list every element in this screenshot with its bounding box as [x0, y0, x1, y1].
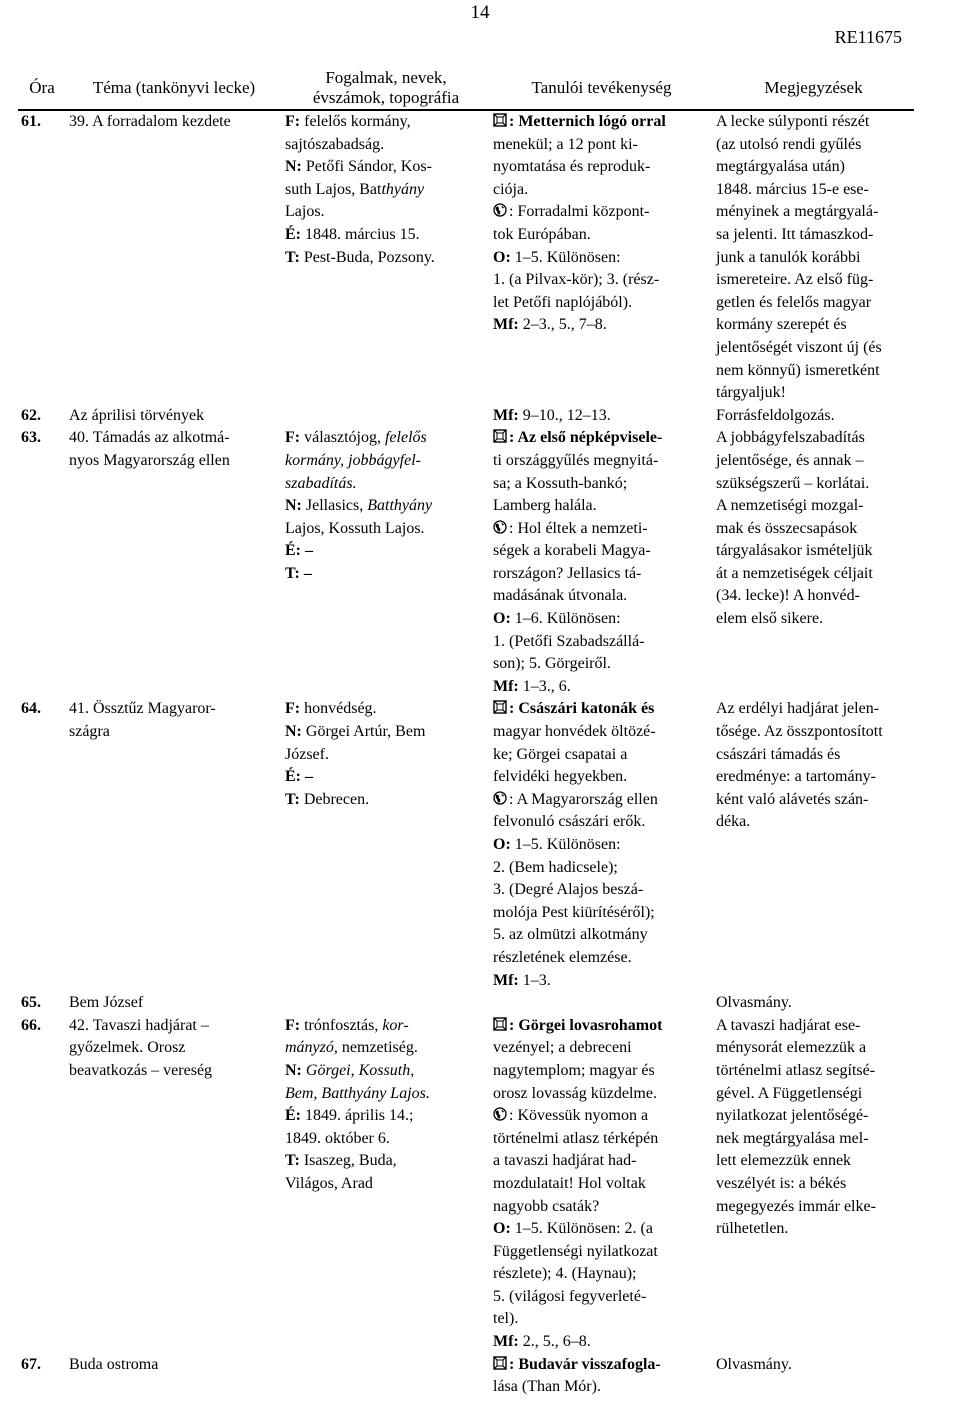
text-run: részletének elemzése.	[493, 948, 632, 966]
activities-line	[493, 405, 711, 428]
text-run: É: –	[285, 542, 313, 560]
text-run: Isaszeg, Buda,	[299, 1152, 397, 1170]
text-run: suth Lajos, Bat	[285, 180, 382, 198]
activities-line	[493, 1263, 711, 1286]
text-run: É:	[285, 1107, 301, 1125]
text-run: 1848. március 15.	[301, 225, 420, 243]
table-row	[18, 405, 914, 428]
text-run: : Hol éltek a nemzeti-	[509, 519, 648, 537]
lesson-topic	[66, 1015, 282, 1354]
topic-line: szágra	[69, 723, 110, 741]
globe-icon	[493, 203, 507, 217]
lesson-activities	[490, 992, 713, 1015]
activities-line	[493, 540, 711, 563]
activities-line	[493, 1015, 711, 1038]
text-run: molója Pest kiürítéséről);	[493, 903, 655, 921]
text-run: Petőfi Sándor, Kos-	[301, 158, 432, 176]
notes-line: mak és összecsapások	[716, 519, 858, 537]
notes-line: nek megtárgyalása mel-	[716, 1129, 869, 1147]
lesson-number: 63.	[21, 429, 41, 447]
lesson-activities	[490, 110, 713, 405]
text-run: rországon? Jellasics tá-	[493, 564, 642, 582]
concepts-line	[285, 156, 488, 179]
lesson-plan-table	[18, 66, 914, 1399]
text-run: felvonuló császári erők.	[493, 813, 646, 831]
notes-line: Olvasmány.	[716, 1355, 792, 1373]
activities-line	[493, 834, 711, 857]
notes-line: junk a tanulók korábbi	[716, 248, 861, 266]
activities-line	[493, 450, 711, 473]
text-run: : Császári katonák és	[509, 700, 655, 718]
text-run: Mf:	[493, 677, 519, 695]
activities-line	[493, 1376, 711, 1399]
text-run: menekül; a 12 pont ki-	[493, 135, 638, 153]
notes-line: elem első sikere.	[716, 610, 824, 628]
text-run: sajtószabadság.	[285, 135, 385, 153]
notes-line: Olvasmány.	[716, 994, 792, 1012]
text-run: É: –	[285, 768, 313, 786]
notes-line: megtárgyalása után)	[716, 158, 845, 176]
lesson-activities	[490, 1015, 713, 1354]
activities-line	[493, 156, 711, 179]
notes-line: császári támadás és	[716, 745, 841, 763]
notes-line: ménysorát elemezzük a	[716, 1039, 867, 1057]
text-run: Függetlenségi nyilatkozat	[493, 1242, 658, 1260]
notes-line: jelentősége, és annak –	[716, 451, 864, 469]
lesson-notes	[713, 110, 914, 405]
lesson-activities	[490, 698, 713, 992]
text-run: 3. (Degré Alajos beszá-	[493, 881, 644, 899]
activities-line	[493, 1218, 711, 1241]
activities-line	[493, 1331, 711, 1354]
activities-line	[493, 1083, 711, 1106]
lesson-number: 64.	[21, 700, 41, 718]
notes-line: tárgyalásakor ismételjük	[716, 542, 873, 560]
activities-line	[493, 1105, 711, 1128]
text-run: mozdulatait! Hol voltak	[493, 1174, 646, 1192]
notes-line: szükségszerű – korlátai.	[716, 474, 870, 492]
notes-line: tárgyaljuk!	[716, 384, 786, 402]
activities-line	[493, 1241, 711, 1264]
notes-line: rülhetetlen.	[716, 1220, 789, 1238]
table-body	[18, 110, 914, 1399]
text-run: részlete); 4. (Haynau);	[493, 1265, 637, 1283]
concepts-line	[285, 1015, 488, 1038]
lesson-topic	[66, 110, 282, 405]
activities-line	[493, 1286, 711, 1309]
concepts-line	[285, 201, 488, 224]
activities-line	[493, 947, 711, 970]
text-run: sa; a Kossuth-bankó;	[493, 474, 628, 492]
header-notes: Megjegyzések	[713, 66, 914, 110]
globe-icon	[493, 1107, 507, 1121]
concepts-line	[285, 789, 488, 812]
activities-line	[493, 518, 711, 541]
text-run: : Forradalmi központ-	[509, 203, 650, 221]
concepts-line	[285, 540, 488, 563]
framed-picture-icon	[493, 1356, 507, 1370]
notes-line: jelentőségét viszont új (és	[716, 338, 882, 356]
activities-line	[493, 1060, 711, 1083]
text-run: Lajos.	[285, 203, 325, 221]
notes-line: kormány szerepét és	[716, 316, 847, 334]
header-concepts-line: évszámok, topográfia	[312, 88, 460, 107]
text-run: ke; Görgei csapatai a	[493, 745, 628, 763]
notes-line: Forrásfeldolgozás.	[716, 406, 835, 424]
activities-line	[493, 473, 711, 496]
notes-line: ismereteire. Az első füg-	[716, 271, 874, 289]
text-run: 1–5. Különösen: 2. (a	[510, 1220, 653, 1238]
lesson-notes	[713, 698, 914, 992]
lesson-topic	[66, 992, 490, 1015]
topic-line: győzelmek. Orosz	[69, 1039, 186, 1057]
text-run: 1–6. Különösen:	[510, 610, 621, 628]
text-run: honvédség.	[300, 700, 377, 718]
topic-line: 40. Támadás az alkotmá-	[69, 429, 230, 447]
activities-line	[493, 608, 711, 631]
lesson-number: 62.	[21, 406, 41, 424]
notes-line: ként való alávetés szán-	[716, 790, 869, 808]
lesson-concepts	[282, 110, 490, 405]
activities-line	[493, 134, 711, 157]
topic-line: Az áprilisi törvények	[69, 406, 205, 424]
activities-line	[493, 1196, 711, 1219]
concepts-line	[285, 1128, 488, 1151]
activities-line	[493, 698, 711, 721]
text-run: Batthyány	[367, 497, 433, 515]
notes-line: veszélyét is: a békés	[716, 1174, 847, 1192]
concepts-line	[285, 518, 488, 541]
table-row	[18, 698, 914, 992]
notes-line: lett elemezzük ennek	[716, 1152, 852, 1170]
lesson-concepts	[282, 1015, 490, 1354]
notes-line: (az utolsó rendi gyűlés	[716, 135, 862, 153]
text-run: N:	[285, 497, 302, 515]
activities-line	[493, 495, 711, 518]
activities-line	[493, 269, 711, 292]
header-hour: Óra	[18, 66, 66, 110]
concepts-line	[285, 247, 488, 270]
text-run: 5. (világosi fegyverleté-	[493, 1287, 647, 1305]
concepts-line	[285, 495, 488, 518]
text-run: F:	[285, 113, 301, 130]
activities-line	[493, 744, 711, 767]
text-run: vezényel; a debreceni	[493, 1039, 632, 1057]
concepts-line	[285, 427, 488, 450]
text-run: a tavaszi hadjárat had-	[493, 1152, 637, 1170]
activities-line	[493, 111, 711, 134]
lesson-notes	[713, 427, 914, 698]
text-run: nagytemplom; magyar és	[493, 1061, 655, 1079]
text-run: T:	[285, 248, 300, 266]
framed-picture-icon	[493, 429, 507, 443]
activities-line	[493, 676, 711, 699]
lesson-notes	[713, 1354, 914, 1399]
text-run: son); 5. Görgeiről.	[493, 655, 611, 673]
text-run: orosz lovasság küzdelme.	[493, 1084, 657, 1102]
activities-line	[493, 1128, 711, 1151]
activities-line	[493, 721, 711, 744]
text-run: O:	[493, 248, 511, 266]
concepts-line	[285, 1060, 488, 1083]
text-run: 1849. október 6.	[285, 1129, 390, 1147]
activities-line	[493, 766, 711, 789]
notes-line: getlen és felelős magyar	[716, 293, 872, 311]
concepts-line	[285, 1150, 488, 1173]
lesson-topic	[66, 1354, 490, 1399]
concepts-line	[285, 563, 488, 586]
text-run: N:	[285, 1061, 302, 1079]
text-run: 1. (a Pilvax-kör); 3. (rész-	[493, 271, 660, 289]
text-run: 9–10., 12–13.	[518, 406, 611, 424]
text-run: Debrecen.	[299, 790, 370, 808]
concepts-line	[285, 224, 488, 247]
concepts-line	[285, 744, 488, 767]
header-topic: Téma (tankönyvi lecke)	[66, 66, 282, 110]
activities-line	[493, 1308, 711, 1331]
text-run: 2. (Bem hadicsele);	[493, 858, 618, 876]
activities-line	[493, 563, 711, 586]
text-run: Világos, Arad	[285, 1174, 373, 1192]
lesson-activities	[490, 427, 713, 698]
topic-line: Bem József	[69, 994, 144, 1012]
activities-line	[493, 1037, 711, 1060]
notes-line: A lecke súlyponti részét	[716, 113, 870, 130]
notes-line: ményinek a megtárgyalá-	[716, 203, 879, 221]
lesson-number: 65.	[21, 994, 41, 1012]
activities-line	[493, 857, 711, 880]
text-run: T:	[285, 790, 300, 808]
activities-line	[493, 1150, 711, 1173]
globe-icon	[493, 520, 507, 534]
notes-line: A tavaszi hadjárat ese-	[716, 1016, 861, 1034]
text-run: nyomtatása és reproduk-	[493, 158, 651, 176]
text-run: kormány, jobbágyfel-	[285, 451, 421, 469]
concepts-line	[285, 111, 488, 134]
topic-line: beavatkozás – vereség	[69, 1061, 213, 1079]
text-run: F:	[285, 429, 301, 447]
text-run: N:	[285, 723, 302, 741]
header-activities: Tanulói tevékenység	[490, 66, 713, 110]
header-concepts	[282, 66, 490, 110]
lesson-number: 61.	[21, 113, 41, 130]
concepts-line	[285, 179, 488, 202]
topic-line: 39. A forradalom kezdete	[69, 113, 231, 130]
notes-line: A jobbágyfelszabadítás	[716, 429, 865, 447]
text-run: Mf:	[493, 406, 519, 424]
topic-line: nyos Magyarország ellen	[69, 451, 230, 469]
topic-line: Buda ostroma	[69, 1355, 159, 1373]
text-run: tel).	[493, 1310, 519, 1328]
activities-line	[493, 427, 711, 450]
notes-line: (34. lecke)! A honvéd-	[716, 587, 860, 605]
framed-picture-icon	[493, 1017, 507, 1031]
text-run: : Metternich lógó orral	[509, 113, 666, 130]
activities-line	[493, 179, 711, 202]
lesson-number: 67.	[21, 1355, 41, 1373]
activities-line	[493, 924, 711, 947]
table-header-row	[18, 66, 914, 110]
text-run: felvidéki hegyekben.	[493, 768, 628, 786]
concepts-line	[285, 1083, 488, 1106]
activities-line	[493, 811, 711, 834]
notes-line: tősége. Az összpontosított	[716, 723, 883, 741]
activities-line	[493, 247, 711, 270]
text-run: Lajos, Kossuth Lajos.	[285, 519, 425, 537]
page-number: 14	[470, 2, 490, 23]
text-run: ciója.	[493, 180, 529, 198]
concepts-line	[285, 1105, 488, 1128]
notes-line: történelmi atlasz segítsé-	[716, 1061, 876, 1079]
text-run: választójog,	[300, 429, 385, 447]
activities-line	[493, 879, 711, 902]
text-run: trónfosztás,	[300, 1016, 383, 1034]
topic-line: 42. Tavaszi hadjárat –	[69, 1016, 209, 1034]
lesson-topic	[66, 427, 282, 698]
concepts-line	[285, 721, 488, 744]
concepts-line	[285, 450, 488, 473]
table-row	[18, 992, 914, 1015]
text-run: N:	[285, 158, 302, 176]
activities-line	[493, 653, 711, 676]
lesson-activities	[490, 1354, 713, 1399]
activities-line	[493, 292, 711, 315]
notes-line: eredménye: a tartomány-	[716, 768, 876, 786]
lesson-number: 66.	[21, 1016, 41, 1034]
lesson-activities	[490, 405, 713, 428]
activities-line	[493, 314, 711, 337]
text-run: Mf:	[493, 1333, 519, 1351]
notes-line: 1848. március 15-e ese-	[716, 180, 869, 198]
text-run: kor-	[382, 1016, 409, 1034]
text-run: Görgei, Kossuth,	[301, 1061, 415, 1079]
text-run: madásának útvonala.	[493, 587, 628, 605]
globe-icon	[493, 791, 507, 805]
notes-line: át a nemzetiségek céljait	[716, 564, 873, 582]
text-run: Lamberg halála.	[493, 497, 597, 515]
notes-line: Az erdélyi hadjárat jelen-	[716, 700, 880, 718]
lesson-concepts	[282, 427, 490, 698]
concepts-line	[285, 698, 488, 721]
text-run: T: –	[285, 564, 312, 582]
text-run: T:	[285, 1152, 300, 1170]
concepts-line	[285, 1173, 488, 1196]
text-run: F:	[285, 700, 301, 718]
text-run: Bem, Batthyány Lajos.	[285, 1084, 430, 1102]
text-run: ségek a korabeli Magya-	[493, 542, 651, 560]
activities-line	[493, 902, 711, 925]
text-run: Görgei Artúr, Bem	[301, 723, 426, 741]
activities-line	[493, 631, 711, 654]
text-run: nemzetiség.	[337, 1039, 418, 1057]
notes-line: gével. A Függetlenségi	[716, 1084, 863, 1102]
notes-line: sa jelenti. Itt támaszkod-	[716, 225, 874, 243]
text-run: : Görgei lovasrohamot	[509, 1016, 663, 1034]
text-run: felelős kormány,	[300, 113, 411, 130]
header-concepts-line: Fogalmak, nevek,	[325, 68, 447, 87]
text-run: : Budavár visszafogla-	[509, 1355, 661, 1373]
activities-line	[493, 1354, 711, 1377]
notes-line: A nemzetiségi mozgal-	[716, 497, 864, 515]
notes-line: déka.	[716, 813, 751, 831]
text-run: ti országgyűlés megnyitá-	[493, 451, 659, 469]
concepts-line	[285, 473, 488, 496]
concepts-line	[285, 766, 488, 789]
text-run: 1. (Petőfi Szabadszállá-	[493, 632, 645, 650]
text-run: Jellasics,	[301, 497, 368, 515]
text-run: 2., 5., 6–8.	[518, 1333, 591, 1351]
text-run: 1849. április 14.;	[301, 1107, 414, 1125]
text-run: 2–3., 5., 7–8.	[518, 316, 607, 334]
text-run: Mf:	[493, 971, 519, 989]
concepts-line	[285, 134, 488, 157]
text-run: O:	[493, 1220, 511, 1238]
text-run: mányzó,	[285, 1039, 338, 1057]
text-run: 1–3., 6.	[518, 677, 571, 695]
text-run: 1–5. Különösen:	[510, 836, 621, 853]
text-run: nagyobb csaták?	[493, 1197, 600, 1215]
text-run: thyány	[381, 180, 425, 198]
lesson-notes	[713, 405, 914, 428]
text-run: : Az első népképvisele-	[509, 429, 663, 447]
table-row	[18, 110, 914, 405]
text-run: O:	[493, 610, 511, 628]
lesson-topic	[66, 405, 490, 428]
activities-line	[493, 224, 711, 247]
activities-line	[493, 201, 711, 224]
text-run: F:	[285, 1016, 301, 1034]
lesson-notes	[713, 992, 914, 1015]
framed-picture-icon	[493, 700, 507, 714]
table-row	[18, 1015, 914, 1354]
text-run: 1–5. Különösen:	[510, 248, 621, 266]
text-run: let Petőfi naplójából).	[493, 293, 633, 311]
text-run: : A Magyarország ellen	[509, 790, 658, 808]
activities-line	[493, 970, 711, 993]
lesson-topic	[66, 698, 282, 992]
text-run: tok Európában.	[493, 225, 591, 243]
table-row	[18, 427, 914, 698]
text-run: O:	[493, 836, 511, 853]
text-run: : Kövessük nyomon a	[509, 1107, 649, 1125]
framed-picture-icon	[493, 113, 507, 127]
text-run: É:	[285, 225, 301, 243]
lesson-notes	[713, 1015, 914, 1354]
lesson-concepts	[282, 698, 490, 992]
text-run: Mf:	[493, 316, 519, 334]
activities-line	[493, 1173, 711, 1196]
activities-line	[493, 585, 711, 608]
text-run: magyar honvédek öltözé-	[493, 723, 656, 741]
text-run: lása (Than Mór).	[493, 1378, 601, 1396]
text-run: 1–3.	[518, 971, 551, 989]
notes-line: megegyezés immár elke-	[716, 1197, 876, 1215]
text-run: 5. az olmützi alkotmány	[493, 926, 648, 944]
text-run: történelmi atlasz térképén	[493, 1129, 659, 1147]
table-row	[18, 1354, 914, 1399]
notes-line: nem könnyű) ismeretként	[716, 361, 880, 379]
activities-line	[493, 789, 711, 812]
concepts-line	[285, 1037, 488, 1060]
topic-line: 41. Össztűz Magyaror-	[69, 700, 216, 718]
text-run: Pest-Buda, Pozsony.	[299, 248, 435, 266]
notes-line: nyilatkozat jelentőségé-	[716, 1107, 869, 1125]
text-run: szabadítás.	[285, 474, 357, 492]
text-run: József.	[285, 745, 329, 763]
text-run: felelős	[384, 429, 427, 447]
document-code: RE11675	[834, 27, 902, 47]
